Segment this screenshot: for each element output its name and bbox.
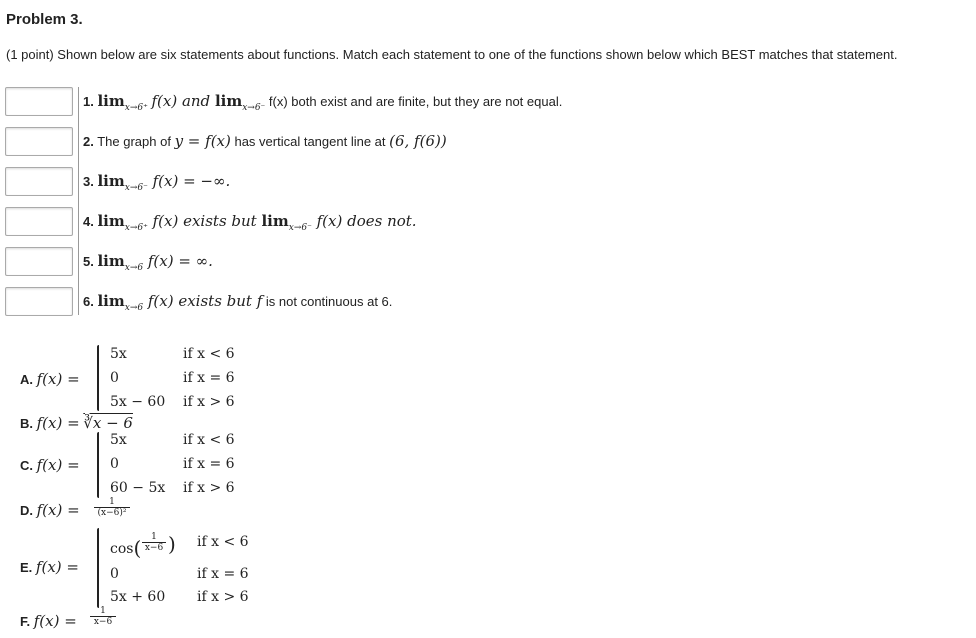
statement-row-2	[5, 127, 905, 159]
answer-input-6[interactable]	[5, 287, 73, 316]
statement-1: 1. $\lim_{x\to 6^+} f(x)$ and $\lim_{x\to 6^-} f(x)$ both exist and are finite, but they are not equal.	[78, 87, 562, 127]
fraction: $\frac{1}{x-6}$	[142, 532, 166, 553]
problem-intro: (1 point) Shown below are six statements about functions. Match each statement to one of the functions shown below which BEST matches that statement.	[6, 47, 898, 62]
statement-3: 3. $\lim_{x\to 6^-} f(x)$ = −∞.	[78, 167, 230, 207]
answer-input-2[interactable]	[5, 127, 73, 156]
statement-6: 6. $\lim_{x\to 6} f(x)$ exists but f is not continuous at 6.	[78, 287, 392, 315]
statement-2: 2. The graph of y = f(x) has vertical tangent line at (6, f(6))	[78, 127, 447, 167]
piecewise-brace	[97, 432, 99, 498]
piecewise-brace	[97, 528, 99, 608]
problem-title: Problem 3.	[6, 11, 83, 28]
statement-row-1	[5, 87, 905, 119]
statement-row-3	[5, 167, 905, 199]
fraction: $\frac{1}{x-6}$	[90, 606, 116, 627]
piecewise-brace	[97, 345, 99, 411]
statement-4: 4. $\lim_{x\to 6^+} f(x)$ exists but $\lim_{x\to 6^-} f(x)$ does not.	[78, 207, 417, 247]
statement-row-6	[5, 287, 905, 319]
statement-row-5	[5, 247, 905, 279]
statement-row-4	[5, 207, 905, 239]
answer-input-3[interactable]	[5, 167, 73, 196]
answer-input-1[interactable]	[5, 87, 73, 116]
statement-5: 5. $\lim_{x\to 6} f(x)$ = ∞.	[78, 247, 213, 287]
fraction: $\frac{1}{\text{(x−6)²}}$	[94, 497, 130, 518]
answer-input-4[interactable]	[5, 207, 73, 236]
answer-input-5[interactable]	[5, 247, 73, 276]
